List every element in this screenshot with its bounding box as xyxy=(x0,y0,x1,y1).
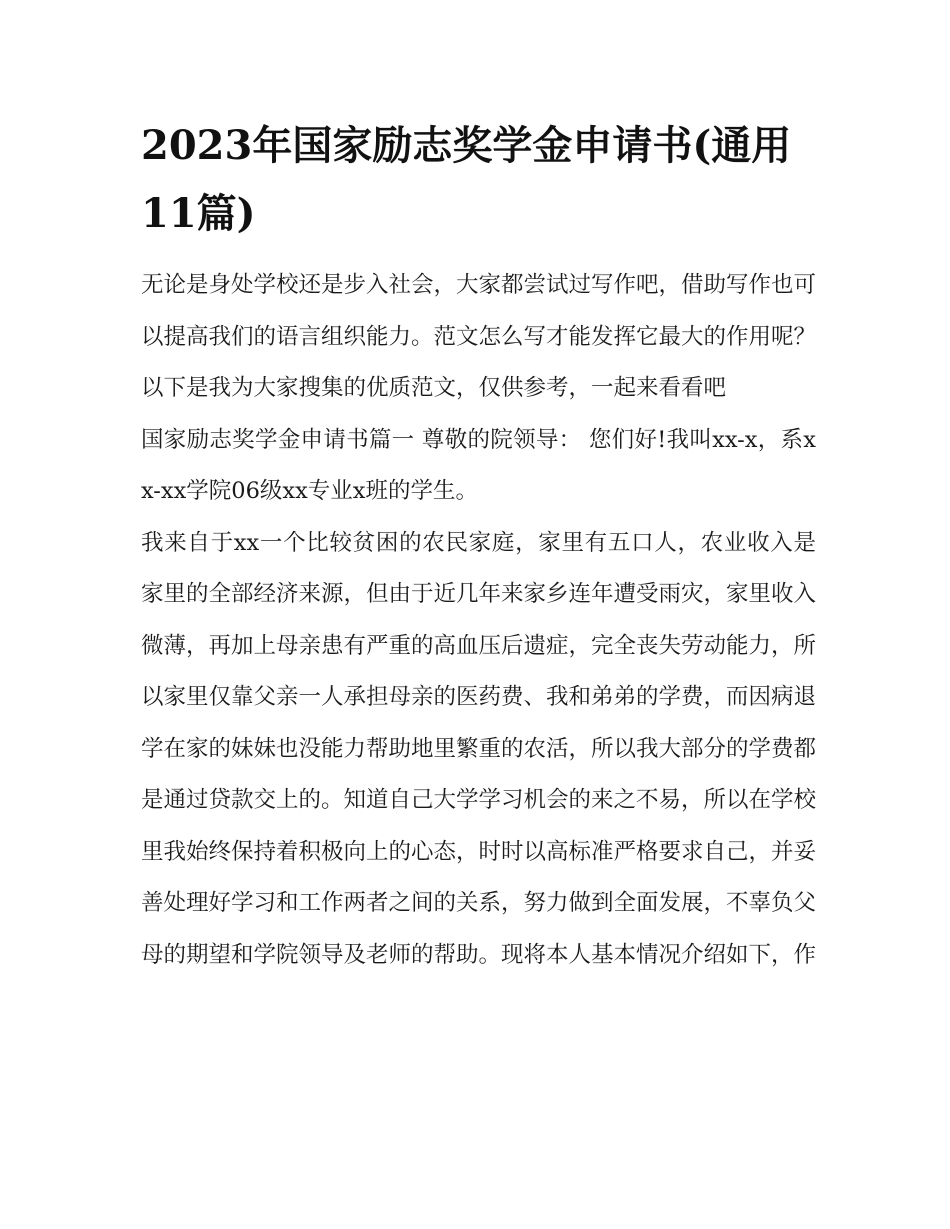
background-paragraph: 我来自于xx一个比较贫困的农民家庭，家里有五口人，农业收入是家里的全部经济来源，但由于近几年来家乡连年遭受雨灾，家里收入微薄，再加上母亲患有严重的高血压后遗症，完全丧失劳动能力，所以家里仅靠父亲一人承担母亲的医药费、我和弟弟的学费，而因病退学在家的妹妹也没能力帮助地里繁重的农活，所以我大部分的学费都是通过贷款交上的。知道自己大学学习机会的来之不易，所以在学校里我始终保持着积极向上的心态，时时以高标准严格要求自己，并妥善处理好学习和工作两者之间的关系，努力做到全面发展，不辜负父母的期望和学院领导及老师的帮助。现将本人基本情况介绍如下，作 xyxy=(141,529,817,968)
intro-paragraph: 无论是身处学校还是步入社会，大家都尝试过写作吧，借助写作也可以提高我们的语言组织能力。范文怎么写才能发挥它最大的作用呢？以下是我为大家搜集的优质范文，仅供参考，一起来看看吧 xyxy=(141,272,817,401)
document-title: 2023年国家励志奖学金申请书(通用11篇) xyxy=(141,122,792,237)
document-content xyxy=(141,112,816,981)
salutation-paragraph: 国家励志奖学金申请书篇一 尊敬的院领导： 您们好!我叫xx-x，系xx-xx学院06级xx专业x班的学生。 xyxy=(141,426,816,504)
document-body xyxy=(141,260,816,981)
